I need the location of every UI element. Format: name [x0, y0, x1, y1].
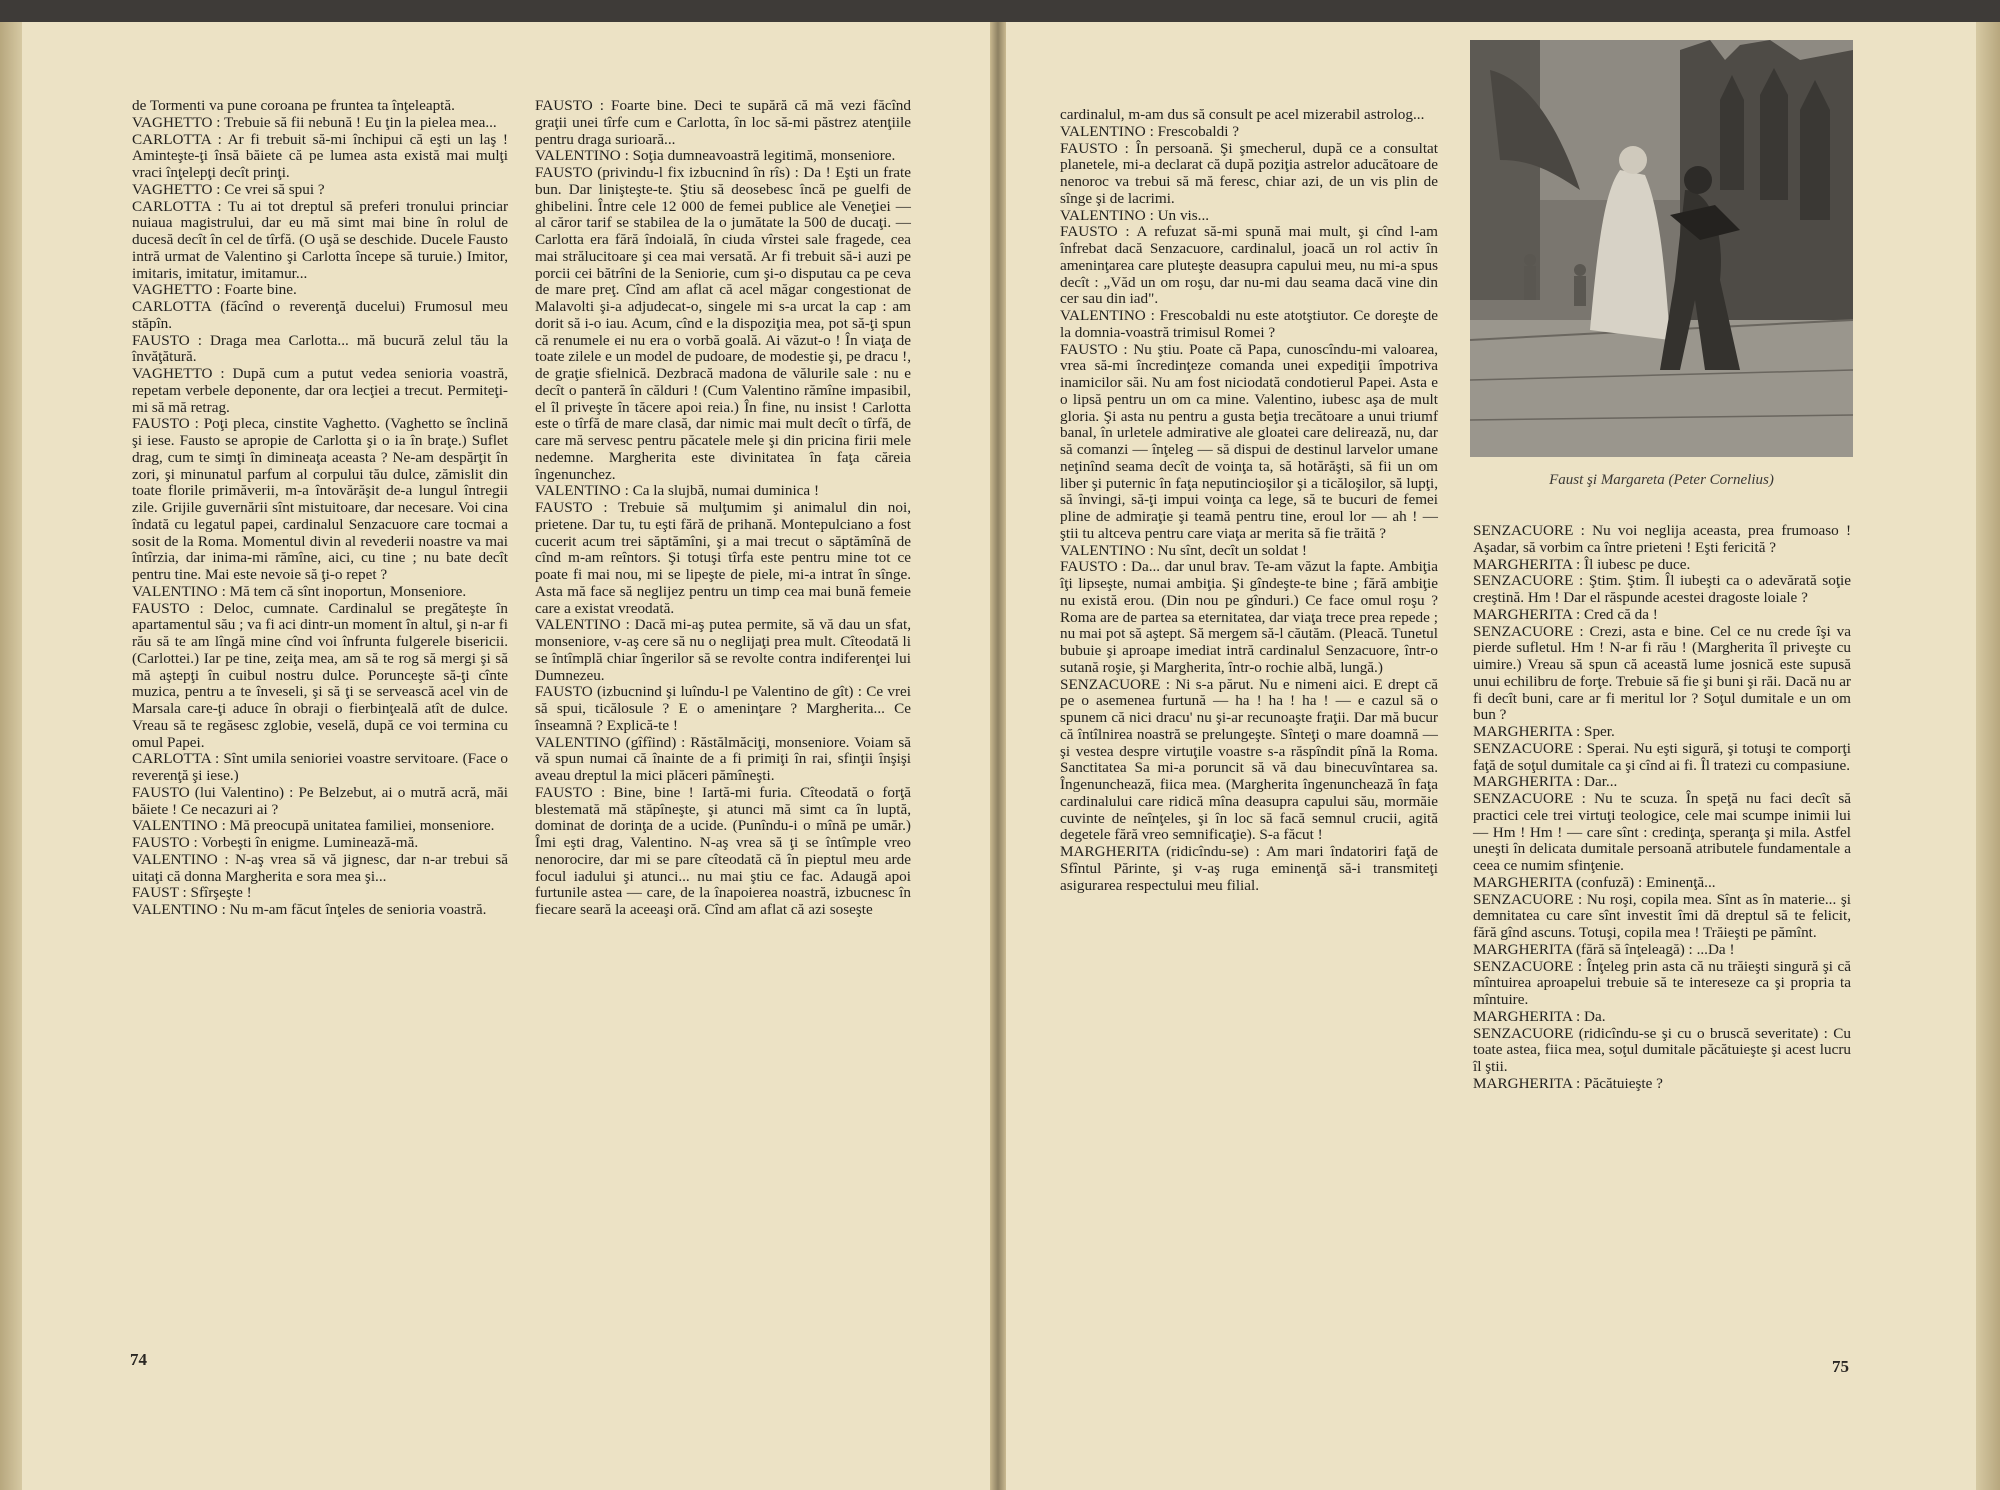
- dialogue-paragraph: VALENTINO : Mă tem că sînt inoportun, Monseniore.: [132, 582, 467, 600]
- dialogue-paragraph: SENZACUORE : Nu voi neglija aceasta, prea frumoaso ! Aşadar, să vorbim ca între prieteni ! Eşti fericită ?: [1473, 522, 1851, 556]
- right-page-edge: [1976, 22, 2000, 1490]
- dialogue-paragraph: CARLOTTA : Sînt umila senioriei voastre servitoare. (Face o reverenţă şi iese.): [132, 750, 508, 784]
- dialogue-paragraph: CARLOTTA : Ar fi trebuit să-mi închipui că eşti un laş ! Aminteşte-ţi însă băiete că pe lumea asta există mai mulţi vraci înţelepţi decît prinţi.: [132, 130, 508, 181]
- illustration-faust-margareta: [1470, 40, 1853, 457]
- page-number-right: 75: [1832, 1357, 1849, 1376]
- dialogue-paragraph: FAUSTO : Deloc, cumnate. Cardinalul se pregăteşte în apartamentul său ; va fi aci dintr-un moment în altul, şi n-ar fi rău să te am lîngă mine cînd voi înfrunta fulgerele bisericii. (Carlottei.) Iar pe tine, zeiţa mea, am să te rog să mergi şi să mă aştepţi în cuibul nostru dulce. Porunceşte să-ţi cînte muzica, pentru a te înveseli, şi să ţi se servească acel vin de Marsala care-ţi aduce în obraji o fierbinţeală atît de dulce. Vreau să te regăsesc zglobie, veselă, după ce voi termina cu omul Papei.: [132, 599, 508, 751]
- dialogue-paragraph: SENZACUORE : Crezi, asta e bine. Cel ce nu crede îşi va pierde sufletul. Hm ! N-ar fi rău ! (Margherita îl priveşte cu uimire.) Vreau să spun că această lume josnică este supusă unui echilibru de forţe. Trebuie să fie şi buni şi răi. Dacă nu ar fi decît buni, care ar fi meritul lor ? Soţul dumitale e un om bun ?: [1473, 622, 1851, 724]
- dialogue-paragraph: VALENTINO : Soţia dumneavoastră legitimă, monseniore.: [535, 147, 896, 165]
- dialogue-paragraph: VAGHETTO : Trebuie să fii nebună ! Eu ţin la pielea mea...: [132, 113, 497, 131]
- dialogue-paragraph: VALENTINO : Un vis...: [1060, 206, 1210, 224]
- dialogue-paragraph: FAUSTO : Foarte bine. Deci te supără că mă vezi făcînd graţii unei tîrfe cum e Carlotta, în loc să-mi păstrez atenţiile pentru draga surioară...: [535, 97, 911, 148]
- dialogue-paragraph: SENZACUORE : Sperai. Nu eşti sigură, şi totuşi te comporţi faţă de soţul dumitale ca şi cînd ai fi. Îl tratezi cu compasiune.: [1473, 739, 1851, 774]
- dialogue-paragraph: VALENTINO : Frescobaldi nu este atotştiutor. Ce doreşte de la domnia-voastră trimisul Romei ?: [1060, 307, 1438, 341]
- dialogue-paragraph: MARGHERITA : Păcătuieşte ?: [1473, 1074, 1663, 1092]
- dialogue-paragraph: MARGHERITA : Dar...: [1473, 773, 1618, 791]
- dialogue-paragraph: cardinalul, m-am dus să consult pe acel mizerabil astrolog...: [1060, 106, 1425, 123]
- dialogue-paragraph: SENZACUORE : Ni s-a părut. Nu e nimeni aici. E drept că pe o asemenea furtună — ha ! ha ! ha ! — e cazul să o spunem că nici dracu' nu şi-ar recunoaşte fraţii. Dar mă bucur că întîlnirea noastră se prelungeşte. Sînteţi o mare doamnă — şi vestea despre virtuţile voastre s-a răspîndit pînă la Roma. Sanctitatea Sa mi-a poruncit să vă dau binecuvîntarea sa. Îngenunchează, fiica mea. (Margherita îngenunchează în faţa cardinalului care ridică mîna deasupra capului său, mormăie cuvinte de neînţeles, şi în loc să facă semnul crucii, agită degetele fără vreo semnificaţie). S-a făcut !: [1060, 675, 1438, 844]
- engraving-image: [1470, 40, 1853, 457]
- dialogue-paragraph: FAUSTO : Draga mea Carlotta... mă bucură zelul tău la învăţătură.: [132, 331, 508, 366]
- dialogue-paragraph: FAUSTO (izbucnind şi luîndu-l pe Valentino de gît) : Ce vrei să spui, ticălosule ? E o ameninţare ? Margherita... Ce înseamnă ? Explică-te !: [535, 683, 911, 734]
- dialogue-paragraph: VALENTINO : Frescobaldi ?: [1060, 122, 1239, 140]
- dialogue-paragraph: SENZACUORE : Nu te scuza. În speţă nu faci decît să practici cele trei virtuţi teologice, cele mai scumpe inimii lui — Hm ! Hm ! — care sînt : credinţa, speranţa şi mila. Astfel uneşti în delicata dumitale persoană atributele fundamentale a ceea ce numim sfinţenie.: [1473, 790, 1851, 874]
- dialogue-paragraph: MARGHERITA : Sper.: [1473, 723, 1615, 740]
- book-spine: [990, 22, 1006, 1490]
- dialogue-paragraph: VALENTINO : Dacă mi-aş putea permite, să vă dau un sfat, monseniore, v-aş cere să nu o neglijaţi prea mult. Cîteodată li se întîmplă chiar îngerilor să se revolte contra indiferenţei lui Dumnezeu.: [535, 616, 911, 684]
- dialogue-paragraph: VALENTINO : Nu sînt, decît un soldat !: [1060, 541, 1307, 559]
- dialogue-paragraph: VALENTINO : Mă preocupă unitatea familiei, monseniore.: [132, 817, 495, 835]
- dialogue-paragraph: VAGHETTO : Foarte bine.: [132, 281, 297, 299]
- dialogue-paragraph: SENZACUORE : Nu roşi, copila mea. Sînt as în materie... şi demnitatea cu care sînt investit îmi dă dreptul să te felicit, fără gînd ascuns. Totuşi, copila mea ! Trăieşti pe pămînt.: [1473, 890, 1851, 941]
- dialogue-paragraph: CARLOTTA (făcînd o reverenţă ducelui) Frumosul meu stăpîn.: [132, 298, 508, 332]
- dialogue-paragraph: VALENTINO : Ca la slujbă, numai duminica !: [535, 482, 820, 500]
- dialogue-paragraph: FAUSTO (privindu-l fix izbucnind în rîs) : Da ! Eşti un frate bun. Dar linişteşte-te. Ştiu să deosebesc încă pe guelfi de ghibelini. Între cele 12 000 de femei publice ale Veneţiei — al căror tarif se stabilea de la o jumătate la 500 de ducaţi. — Carlotta era fără îndoială, în ciuda vîrstei sale fragede, cea mai strălucitoare şi cea mai versată. Ar fi trebuit să-i auzi pe porcii cei bătrîni de la Seniorie, cum şi-o disputau ca pe ceva de mare preţ. Cînd am aflat că acel măgar congestionat de Malavolti şi-a adjudecat-o, singele mi s-a urcat la cap : am dorit să i-o iau. Acum, cînd e la dispoziţia mea, pot să-ţi spun că renumele ei nu era o vorbă goală. Ai văzut-o ! În viaţa de toate zilele e un model de pudoare, de modestie şi, pe dracu !, de graţie sfielnică. Dezbracă madona de vălurile sale : nu e decît o panteră în călduri ! (Cum Valentino rămîne impasibil, el îl priveşte în tăcere apoi reia.) În fine, nu insist ! Carlotta este o tîrfă de mare clasă, dar nimic mai mult decît o tîrfă, de care mă servesc pentru păcatele mele şi din pricina firii mele nedemne. Margherita este divinitatea în faţa căreia îngenunchez.: [535, 164, 911, 483]
- dialogue-paragraph: MARGHERITA : Îl iubesc pe duce.: [1473, 555, 1691, 573]
- dialogue-paragraph: SENZACUORE : Ştim. Ştim. Îl iubeşti ca o adevărată soţie creştină. Hm ! Dar el răspunde acestei dragoste loiale ?: [1473, 572, 1851, 606]
- dialogue-paragraph: VAGHETTO : După cum a putut vedea senioria voastră, repetam verbele deponente, dar ora lecţiei a trecut. Permiteţi-mi să mă retrag.: [132, 365, 508, 416]
- dialogue-paragraph: de Tormenti va pune coroana pe fruntea ta înţeleaptă.: [132, 97, 455, 114]
- dialogue-paragraph: SENZACUORE (ridicîndu-se şi cu o bruscă severitate) : Cu toate astea, fiica mea, soţul dumitale păcătuieşte şi acest lucru îl ştii.: [1473, 1024, 1851, 1075]
- dialogue-paragraph: VAGHETTO : Ce vrei să spui ?: [132, 180, 325, 198]
- dialogue-paragraph: FAUST : Sfîrşeşte !: [132, 884, 252, 902]
- dialogue-paragraph: MARGHERITA : Da.: [1473, 1007, 1606, 1025]
- dialogue-paragraph: MARGHERITA (confuză) : Eminenţă...: [1473, 873, 1716, 891]
- page-number-left: 74: [130, 1350, 147, 1369]
- dialogue-paragraph: VALENTINO : Nu m-am făcut înţeles de senioria voastră.: [132, 901, 487, 918]
- dialogue-paragraph: FAUSTO : Poţi pleca, cinstite Vaghetto. (Vaghetto se înclină şi iese. Fausto se apropie de Carlotta şi o ia în braţe.) Suflet drag, cum te simţi în dimineaţa aceasta ? Ne-am despărţit în zori, şi minunatul parfum al corpului tău dulce, zămislit din toate florile primăverii, m-a întovărăşit de-a lungul întregii zile. Grijile guvernării sînt mistuitoare, dar necesare. Voi cina îndată cu legatul papei, cardinalul Senzacuore care tocmai a sosit de la Roma. Momentul divin al revederii noastre va mai întîrzia, dar inima-mi rămîne, aici, cu tine ; nu bate decît pentru tine. Mai este nevoie să ţi-o repet ?: [132, 415, 508, 583]
- dialogue-paragraph: FAUSTO : Bine, bine ! Iartă-mi furia. Cîteodată o forţă blestemată mă stăpîneşte, şi atunci mă simt ca în luptă, dominat de dorinţa de a ucide. (Punîndu-i o mînă pe umăr.) Îmi eşti drag, Valentino. N-aş vrea să ţi se întîmple vreo nenorocire, dar mi se pare cîteodată că în pieptul meu arde focul iadului şi atunci... nu mai ştiu ce fac. Adaugă apoi furtunile astea — care, de la înapoierea noastră, izbucnesc în fiecare seară la aceeaşi oră. Cînd am aflat că azi soseşte: [535, 783, 911, 918]
- right-page-column-2: [1473, 523, 1851, 1093]
- dialogue-paragraph: FAUSTO : Trebuie să mulţumim şi animalul din noi, prietene. Dar tu, tu eşti fără de prihană. Montepulciano a fost cucerit acum trei săptămîni, şi a mai trecut o săptămînă de cînd m-am reîntors. Şi totuşi tîrfa este pentru mine tot ce poate fi mai nou, mi se lipeşte de piele, mi-a intrat în sînge. Asta mă face să neglijez pentru un timp cea mai bună femeie care a existat vreodată.: [535, 499, 911, 617]
- dialogue-paragraph: FAUSTO (lui Valentino) : Pe Belzebut, ai o mutră acră, măi băiete ! Ce necazuri ai ?: [132, 783, 508, 818]
- dialogue-paragraph: FAUSTO : În persoană. Şi şmecherul, după ce a consultat planetele, mi-a declarat că după poziţia astrelor aducătoare de nenoroc va trebui să mă feresc, chiar azi, de un vis plin de sînge şi de lacrimi.: [1060, 139, 1438, 207]
- dialogue-paragraph: VALENTINO (gîfîind) : Răstălmăciţi, monseniore. Voiam să vă spun numai că înainte de a fi primiţi în rai, sfinţii înşişi aveau dreptul la mici plăceri pămîneşti.: [535, 733, 911, 784]
- right-page-column-1: [1060, 107, 1438, 894]
- dialogue-paragraph: MARGHERITA : Cred că da !: [1473, 605, 1658, 623]
- dialogue-paragraph: CARLOTTA : Tu ai tot dreptul să preferi tronului princiar nuiaua magistrului, dar eu mă simt mai bine în rolul de ducesă decît în cel de tîrfă. (O uşă se deschide. Ducele Fausto intră urmat de Valentino şi Carlotta începe să turuie.) Imitor, imitaris, imitatur, imitamur...: [132, 197, 508, 282]
- left-page-column-1: [132, 98, 508, 919]
- left-page-edge: [0, 22, 22, 1490]
- dialogue-paragraph: FAUSTO : Da... dar unul brav. Te-am văzut la fapte. Ambiţia îţi lipseşte, numai ambiţia. Şi gîndeşte-te bine ; fără ambiţie nu există erou. (Din nou pe gînduri.) Ce face omul roşu ? Roma are de partea sa eternitatea, dar viaţa trece prea repede ; nu mai pot să aştept. Să mergem să-l căutăm. (Pleacă. Tunetul bubuie şi aproape imediat intră cardinalul Senzacuore, într-o sutană roşie, şi Margherita, într-o rochie albă, lungă.): [1060, 558, 1438, 676]
- illustration-caption: Faust şi Margareta (Peter Cornelius): [1549, 472, 1774, 488]
- dialogue-paragraph: VALENTINO : N-aş vrea să vă jignesc, dar n-ar trebui să uitaţi că donna Margherita e sora mea şi...: [132, 850, 508, 885]
- dialogue-paragraph: FAUSTO : Vorbeşti în enigme. Luminează-mă.: [132, 834, 419, 851]
- left-page-column-2: [535, 98, 911, 919]
- dialogue-paragraph: MARGHERITA (fără să înţeleagă) : ...Da !: [1473, 940, 1735, 958]
- dialogue-paragraph: MARGHERITA (ridicîndu-se) : Am mari îndatoriri faţă de Sfîntul Părinte, şi v-aş ruga eminenţă să-i transmiteţi asigurarea respectului meu filial.: [1060, 843, 1438, 894]
- dialogue-paragraph: FAUSTO : A refuzat să-mi spună mai mult, şi cînd l-am înfrebat dacă Senzacuore, cardinalul, joacă un rol activ în ameninţarea care pluteşte deasupra capului meu, nu mi-a spus decît : „Văd un om roşu, dar nu-mi dau seama dacă vine din cer sau din iad".: [1060, 223, 1438, 308]
- dialogue-paragraph: FAUSTO : Nu ştiu. Poate că Papa, cunoscîndu-mi valoarea, vrea să-mi încredinţeze comanda unei expediţii împotriva inamicilor săi. Nu am fost niciodată condotierul Papei. Asta e o lipsă pentru un om ca mine. Valentino, iubesc aşa de mult gloria. Şi asta nu pentru a gusta beţia trecătoare a unui triumf banal, în urletele admirative ale gloatei care delirează, nu, dar să comanzi — înţeleg — să dispui de destinul larvelor umane neţinînd seama decît de voinţa ta, să hotărăşti, să fii un om liber şi puternic în faţa neputincioşilor şi a ticăloşilor, să lupţi, să învingi, să-ţi impui voinţa ca lege, să te bucuri de femei pline de admiraţie şi teamă pentru tine, eroul lor — ah ! — ştii tu altceva pentru care viaţa ar merita să fie trăită ?: [1060, 340, 1438, 542]
- dialogue-paragraph: SENZACUORE : Înţeleg prin asta că nu trăieşti singură şi că mîntuirea aproapelui trebuie să te intereseze ca şi propria ta mîntuire.: [1473, 957, 1851, 1008]
